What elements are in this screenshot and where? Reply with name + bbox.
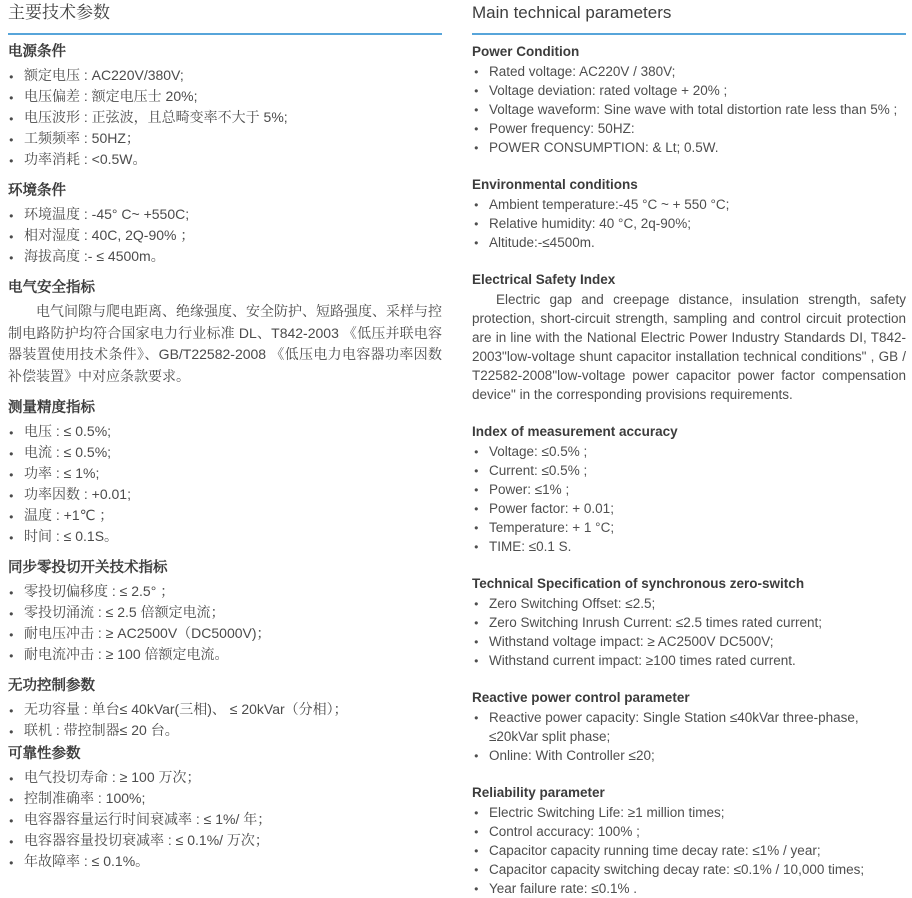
title-divider-zh [8,33,442,35]
spec-item: ● Current: ≤0.5% ; [472,461,906,480]
section-heading: 测量精度指标 [8,400,95,416]
spec-item: ● Zero Switching Offset: ≤2.5; [472,594,906,613]
section-heading: Index of measurement accuracy [472,424,678,439]
spec-item: ● Voltage waveform: Sine wave with total distortion rate less than 5% ; [472,100,906,119]
spec-list [472,803,906,898]
section-heading: Environmental conditions [472,177,638,192]
section-heading: 环境条件 [8,183,66,199]
spec-item: ● 相对湿度 : 40C, 2Q-90% ； [8,225,442,246]
spec-item: ● Altitude:-≤4500m. [472,233,906,252]
spec-item: ● Power factor: + 0.01; [472,499,906,518]
section-heading: 电源条件 [8,44,66,60]
spec-item: ● 无功容量 : 单台≤ 40kVar(三相)、 ≤ 20kVar（分相）； [8,699,442,720]
spec-list [8,581,442,665]
section-heading: Technical Specification of synchronous zero-switch [472,576,805,591]
spec-list [472,594,906,670]
section-environment-en [472,176,906,252]
spec-list [472,195,906,252]
spec-item: ● Withstand current impact: ≥100 times rated current. [472,651,906,670]
section-electrical-safety-en [472,271,906,404]
section-reactive-control-en [472,689,906,765]
spec-item: ● Reactive power capacity: Single Station ≤40kVar three-phase, ≤20kVar split phase; [472,708,906,746]
section-reactive-control-zh [8,677,442,741]
spec-item: ● Year failure rate: ≤0.1% . [472,879,906,898]
spec-list [8,767,442,872]
spec-item: ● Online: With Controller ≤20; [472,746,906,765]
section-zero-switch-en [472,575,906,670]
section-power-condition-zh [8,43,442,170]
spec-item: ● 海拔高度 :- ≤ 4500m。 [8,246,442,267]
spec-item: ● 电压波形 : 正弦波，且总畸变率不大于 5%; [8,107,442,128]
spec-item: ● 电容器容量投切衰减率 : ≤ 0.1%/ 万次； [8,830,442,851]
spec-item: ● 额定电压 : AC220V/380V; [8,65,442,86]
spec-item: ● 电流 : ≤ 0.5%; [8,442,442,463]
spec-item: ● Relative humidity: 40 °C, 2q-90%; [472,214,906,233]
spec-item: ● 时间 : ≤ 0.1S。 [8,526,442,547]
spec-item: ● Capacitor capacity switching decay rate: ≤0.1% / 10,000 times; [472,860,906,879]
spec-list [8,699,442,741]
chinese-column [8,3,442,898]
spec-list [472,62,906,157]
section-paragraph: Electric gap and creepage distance, insulation strength, safety protection, short-circuit strength, sampling and control circuit protection are in line with the National Electric Power Industry Standards DI, T842-2003"low-voltage shunt capacitor installation technical conditions" , GB / T22582-2008"low-voltage power capacitor power factor compensation device" in the corresponding provisions requirements. [472,292,906,402]
spec-item: ● Voltage: ≤0.5% ; [472,442,906,461]
spec-list [472,442,906,556]
spec-item: ● Power frequency: 50HZ: [472,119,906,138]
section-reliability-zh [8,745,442,872]
spec-item: ● 零投切涌流 : ≤ 2.5 倍额定电流； [8,602,442,623]
spec-item: ● Temperature: + 1 °C; [472,518,906,537]
page-title-en: Main technical parameters [472,3,672,22]
spec-item: ● POWER CONSUMPTION: & Lt; 0.5W. [472,138,906,157]
section-heading: Electrical Safety Index [472,272,616,287]
spec-item: ● 零投切偏移度 : ≤ 2.5° ； [8,581,442,602]
spec-item: ● 电压 : ≤ 0.5%; [8,421,442,442]
spec-item: ● Electric Switching Life: ≥1 million times; [472,803,906,822]
title-divider-en [472,33,906,35]
spec-item: ● 电容器容量运行时间衰减率 : ≤ 1%/ 年； [8,809,442,830]
spec-item: ● Voltage deviation: rated voltage + 20% ; [472,81,906,100]
page-title-zh: 主要技术参数 [8,3,110,22]
section-measurement-accuracy-en [472,423,906,556]
section-heading: 无功控制参数 [8,678,95,694]
section-environment-zh [8,182,442,267]
section-reliability-en [472,784,906,898]
spec-item: ● 年故障率 : ≤ 0.1%。 [8,851,442,872]
spec-list [8,421,442,547]
spec-item: ● Power: ≤1% ; [472,480,906,499]
spec-item: ● Capacitor capacity running time decay rate: ≤1% / year; [472,841,906,860]
spec-item: ● 耐电流冲击 : ≥ 100 倍额定电流。 [8,644,442,665]
spec-item: ● 电气投切寿命 : ≥ 100 万次； [8,767,442,788]
english-column [472,3,906,898]
section-power-condition-en [472,43,906,157]
spec-item: ● Ambient temperature:-45 °C ~ + 550 °C; [472,195,906,214]
section-electrical-safety-zh [8,279,442,387]
spec-item: ● 控制准确率 : 100%; [8,788,442,809]
section-heading: 同步零投切开关技术指标 [8,560,168,576]
spec-item: ● 电压偏差 : 额定电压士 20%; [8,86,442,107]
section-heading: 可靠性参数 [8,746,81,762]
spec-item: ● 联机 : 带控制器≤ 20 台。 [8,720,442,741]
section-zero-switch-zh [8,559,442,665]
spec-item: ● 耐电压冲击 : ≥ AC2500V（DC5000V)； [8,623,442,644]
spec-list [8,204,442,267]
section-heading: Reactive power control parameter [472,690,690,705]
spec-item: ● 工频频率 : 50HZ； [8,128,442,149]
spec-list [472,708,906,765]
spec-item: ● Withstand voltage impact: ≥ AC2500V DC500V; [472,632,906,651]
section-heading: Reliability parameter [472,785,605,800]
spec-item: ● 功率因数 : +0.01; [8,484,442,505]
spec-item: ● Zero Switching Inrush Current: ≤2.5 times rated current; [472,613,906,632]
spec-item: ● 功率消耗 : <0.5W。 [8,149,442,170]
spec-item: ● 温度 : +1℃ ； [8,505,442,526]
spec-item: ● 功率 : ≤ 1%; [8,463,442,484]
spec-item: ● 环境温度 : -45° C~ +550C; [8,204,442,225]
spec-list [8,65,442,170]
section-paragraph: 电气间隙与爬电距离、绝缘强度、安全防护、短路强度、采样与控制电路防护均符合国家电力行业标准 DL、T842-2003 《低压并联电容器装置使用技术条件》、GB/T22582-2008 《低压电力电容器功率因数补偿装置》中对应条款要求。 [8,303,442,384]
spec-item: ● Control accuracy: 100% ; [472,822,906,841]
section-heading: 电气安全指标 [8,280,95,296]
spec-item: ● TIME: ≤0.1 S. [472,537,906,556]
spec-item: ● Rated voltage: AC220V / 380V; [472,62,906,81]
section-measurement-accuracy-zh [8,399,442,547]
section-heading: Power Condition [472,44,580,59]
